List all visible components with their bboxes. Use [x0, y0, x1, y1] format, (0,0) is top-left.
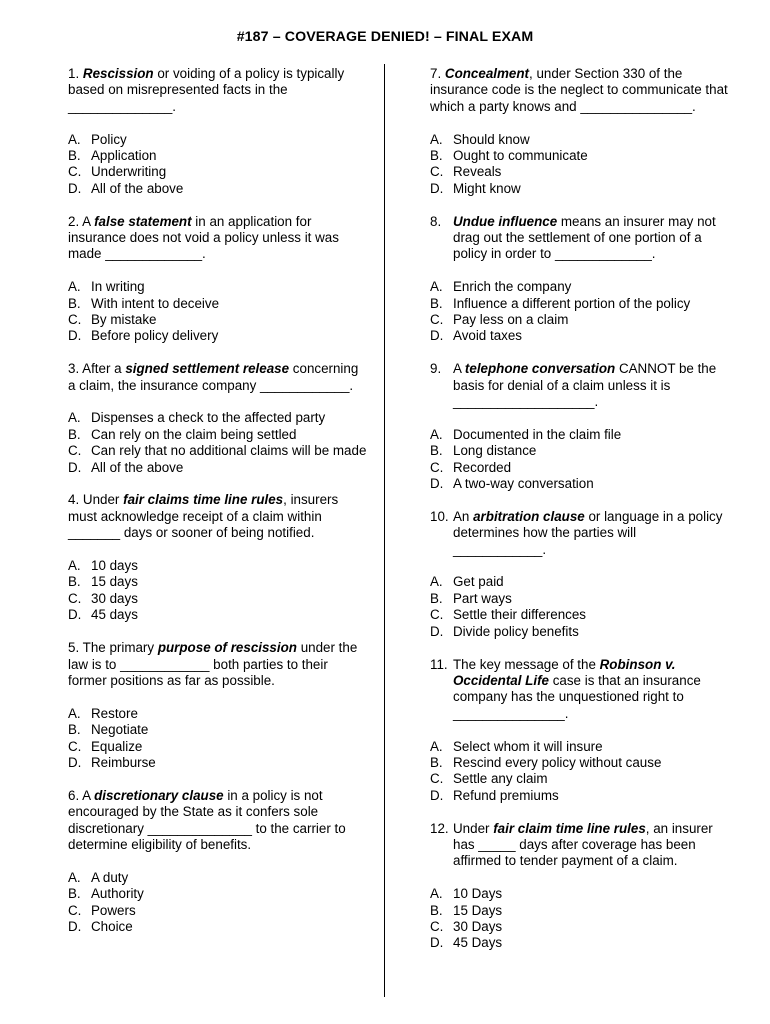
answer-options [68, 558, 368, 624]
answer-option[interactable]: D. Before policy delivery [68, 328, 219, 344]
answer-option[interactable]: C. Reveals [430, 164, 502, 180]
question-stem: 2. A false statement in an application for insurance does not void a policy unless it was made _____________. [68, 213, 339, 262]
answer-option[interactable]: B. Application [68, 148, 157, 164]
question-stem: 8. Undue influence means an insurer may not drag out the settlement of one portion of a policy in order to _____________. [430, 213, 716, 262]
question-stem: 3. After a signed settlement release concerning a claim, the insurance company ____________. [68, 361, 359, 393]
answer-option[interactable]: B. Part ways [430, 590, 512, 606]
question-stem: 9. A telephone conversation CANNOT be the basis for denial of a claim unless it is ___________________. [430, 361, 717, 410]
question-2 [68, 214, 368, 345]
key-term: signed settlement release [125, 361, 290, 377]
answer-option[interactable]: C. Underwriting [68, 164, 167, 180]
answer-options [68, 410, 368, 476]
answer-options [430, 132, 730, 198]
answer-option[interactable]: D. All of the above [68, 180, 184, 196]
exam-title: #187 – COVERAGE DENIED! – FINAL EXAM [236, 29, 534, 45]
answer-options [68, 132, 368, 198]
key-term: fair claims time line rules [123, 492, 284, 508]
answer-option[interactable]: B. Ought to communicate [430, 148, 588, 164]
answer-option[interactable]: D. Avoid taxes [430, 328, 522, 344]
answer-option[interactable]: A. Documented in the claim file [430, 426, 622, 442]
answer-options [430, 574, 730, 640]
question-stem: 5. The primary purpose of rescission under the law is to ____________ both parties to their former positions as far as possible. [68, 640, 358, 688]
question-stem: 11. The key message of the Robinson v. Occidental Life case is that an insurance company has the unquestioned right to _______________. [430, 656, 701, 721]
question-number: 2. [68, 213, 80, 229]
answer-option[interactable]: C. Pay less on a claim [430, 312, 569, 328]
key-term: false statement [94, 213, 192, 229]
answer-option[interactable]: A. Policy [68, 131, 127, 147]
answer-option[interactable]: A. A duty [68, 869, 129, 885]
question-number: 12. [430, 820, 449, 836]
question-5 [68, 640, 368, 771]
question-number: 1. [68, 66, 80, 81]
answer-option[interactable]: A. Enrich the company [430, 279, 572, 295]
answer-option[interactable]: B. Negotiate [68, 722, 149, 738]
answer-option[interactable]: A. In writing [68, 279, 145, 295]
answer-option[interactable]: B. Rescind every policy without cause [430, 754, 662, 770]
answer-option[interactable]: A. 10 days [68, 558, 138, 574]
question-number: 3. [68, 361, 80, 377]
key-term: purpose of rescission [157, 640, 297, 656]
answer-options [430, 279, 730, 345]
answer-option[interactable]: C. Settle their differences [430, 607, 586, 623]
left-column [68, 66, 368, 952]
answer-option[interactable]: C. Can rely that no additional claims will be made [68, 443, 367, 459]
question-number: 5. [68, 640, 80, 656]
answer-option[interactable]: C. Equalize [68, 738, 143, 754]
key-term: arbitration clause [473, 508, 585, 524]
key-term: discretionary clause [94, 787, 224, 803]
key-term: fair claim time line rules [493, 820, 646, 836]
question-6 [68, 788, 368, 936]
answer-option[interactable]: A. 10 Days [430, 886, 503, 902]
answer-option[interactable]: A. Dispenses a check to the affected party [68, 410, 326, 426]
right-column [430, 66, 730, 968]
question-7 [430, 66, 730, 197]
answer-option[interactable]: C. By mistake [68, 312, 157, 328]
answer-options [430, 427, 730, 493]
column-divider [384, 64, 385, 997]
answer-option[interactable]: D. Refund premiums [430, 787, 559, 803]
answer-option[interactable]: D. 45 days [68, 607, 138, 623]
question-stem: 10. An arbitration clause or language in a policy determines how the parties will ____________. [430, 508, 723, 557]
answer-option[interactable]: C. Settle any claim [430, 771, 548, 787]
key-term: Concealment [444, 66, 529, 81]
question-3 [68, 361, 368, 476]
question-1 [68, 66, 368, 197]
answer-option[interactable]: D. A two-way conversation [430, 476, 594, 492]
answer-options [68, 279, 368, 345]
answer-option[interactable]: B. Influence a different portion of the policy [430, 295, 691, 311]
answer-option[interactable]: D. Divide policy benefits [430, 623, 579, 639]
key-term: telephone conversation [464, 361, 616, 377]
question-stem: 7. Concealment, under Section 330 of the insurance code is the neglect to communicate that which a party knows and _______________. [430, 66, 728, 114]
answer-options [430, 739, 730, 805]
question-stem: 4. Under fair claims time line rules, insurers must acknowledge receipt of a claim within _______ days or sooner of being notified. [68, 492, 339, 541]
answer-option[interactable]: A. Get paid [430, 574, 504, 590]
answer-options [68, 870, 368, 936]
answer-option[interactable]: C. 30 Days [430, 918, 503, 934]
answer-option[interactable]: D. Might know [430, 180, 521, 196]
answer-option[interactable]: B. 15 Days [430, 902, 503, 918]
answer-option[interactable]: B. 15 days [68, 574, 138, 590]
question-stem: 1. Rescission or voiding of a policy is typically based on misrepresented facts in the ______________. [68, 66, 345, 114]
key-term: Rescission [82, 66, 154, 81]
key-term: Robinson v. Occidental Life [453, 656, 676, 688]
answer-option[interactable]: D. 45 Days [430, 935, 503, 951]
answer-options [68, 706, 368, 772]
question-10 [430, 509, 730, 640]
answer-option[interactable]: B. Can rely on the claim being settled [68, 426, 297, 442]
question-number: 11. [430, 656, 448, 672]
answer-option[interactable]: D. Choice [68, 918, 133, 934]
answer-option[interactable]: C. 30 days [68, 590, 138, 606]
question-number: 8. [430, 213, 442, 229]
question-number: 9. [430, 361, 442, 377]
question-number: 10. [430, 508, 449, 524]
key-term: Undue influence [453, 213, 558, 229]
answer-options [430, 886, 730, 952]
question-4 [68, 492, 368, 623]
question-12 [430, 821, 730, 952]
answer-option[interactable]: B. Long distance [430, 443, 537, 459]
answer-option[interactable]: A. Select whom it will insure [430, 738, 603, 754]
answer-option[interactable]: C. Powers [68, 902, 136, 918]
question-number: 7. [430, 66, 442, 81]
answer-option[interactable]: D. Reimburse [68, 754, 156, 770]
answer-option[interactable]: D. All of the above [68, 459, 184, 475]
question-11 [430, 657, 730, 805]
answer-option[interactable]: C. Recorded [430, 459, 512, 475]
answer-option[interactable]: B. Authority [68, 886, 144, 902]
question-stem: 12. Under fair claim time line rules, an insurer has _____ days after coverage has been affirmed to tender payment of a claim. [430, 820, 713, 869]
answer-option[interactable]: A. Restore [68, 705, 138, 721]
answer-option[interactable]: A. Should know [430, 131, 530, 147]
answer-option[interactable]: B. With intent to deceive [68, 295, 220, 311]
question-8 [430, 214, 730, 345]
question-number: 4. [68, 492, 80, 508]
question-number: 6. [68, 787, 80, 803]
question-stem: 6. A discretionary clause in a policy is not encouraged by the State as it confers sole discretionary ______________ to the carrier to determine eligibility of benefits. [68, 787, 346, 852]
question-9 [430, 361, 730, 492]
